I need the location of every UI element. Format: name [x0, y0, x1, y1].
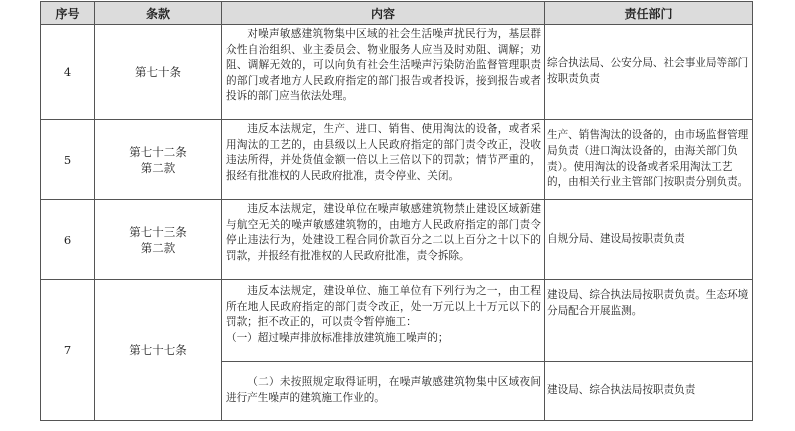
row-no: 7 — [41, 280, 95, 421]
table-row — [41, 25, 753, 120]
header-content: 内容 — [222, 2, 545, 25]
row-department: 建设局、综合执法局按职责负责 — [545, 362, 753, 421]
row-content: 对噪声敏感建筑物集中区域的社会生活噪声扰民行为，基层群众性自治组织、业主委员会、物业服务人应当及时劝阻、调解；劝阻、调解无效的，可以向负有社会生活噪声污染防治监督管理职责的部门或者地方人民政府指定的部门报告或者投诉，接到报告或者投诉的部门应当依法处理。 — [222, 25, 545, 120]
header-article: 条款 — [95, 2, 222, 25]
row-content — [222, 280, 545, 362]
header-department: 责任部门 — [545, 2, 753, 25]
article-line: 第二款 — [140, 240, 176, 255]
row-article — [95, 280, 222, 421]
row-department: 建设局、综合执法局按职责负责。生态环境分局配合开展监测。 — [545, 280, 753, 362]
row-content: （二）未按照规定取得证明，在噪声敏感建筑物集中区域夜间进行产生噪声的建筑施工作业的。 — [222, 362, 545, 421]
row-no: 6 — [41, 200, 95, 280]
row-content: 违反本法规定，生产、进口、销售、使用淘汰的设备，或者采用淘汰的工艺的，由县级以上人民政府指定的部门责令改正，没收违法所得，并处货值金额一倍以上三倍以下的罚款；情节严重的，报经有批准权的人民政府批准，责令停业、关闭。 — [222, 120, 545, 200]
table-row — [41, 120, 753, 200]
content-paragraph: 违反本法规定，建设单位、施工单位有下列行为之一，由工程所在地人民政府指定的部门责令改正，处一万元以上十万元以下的罚款；拒不改正的，可以责令暂停施工： — [226, 285, 541, 329]
content-paragraph: （一）超过噪声排放标准排放建筑施工噪声的； — [226, 331, 449, 344]
article-line: 第七十条 — [135, 65, 181, 79]
header-no: 序号 — [41, 2, 95, 25]
article-line: 第七十三条 — [129, 224, 187, 239]
table-row — [41, 280, 753, 362]
row-department: 自规分局、建设局按职责负责 — [545, 200, 753, 280]
article-line: 第七十七条 — [129, 343, 187, 357]
table-row — [41, 200, 753, 280]
row-article — [95, 25, 222, 120]
responsibility-table — [40, 1, 753, 421]
row-no: 4 — [41, 25, 95, 120]
row-no: 5 — [41, 120, 95, 200]
header-row — [41, 2, 753, 25]
article-line: 第二款 — [140, 160, 176, 175]
row-department: 综合执法局、公安分局、社会事业局等部门按职责负责 — [545, 25, 753, 120]
row-article — [95, 200, 222, 280]
row-department: 生产、销售淘汰的设备的，由市场监督管理局负责（进口淘汰设备的，由海关部门负责）。使用淘汰的设备或者采用淘汰工艺的，由相关行业主管部门按职责分别负责。 — [545, 120, 753, 200]
row-article — [95, 120, 222, 200]
row-content: 违反本法规定，建设单位在噪声敏感建筑物禁止建设区域新建与航空无关的噪声敏感建筑物的，由地方人民政府指定的部门责令停止违法行为，处建设工程合同价款百分之二以上百分之十以下的罚款，并报经有批准权的人民政府批准，责令拆除。 — [222, 200, 545, 280]
article-line: 第七十二条 — [129, 144, 187, 159]
